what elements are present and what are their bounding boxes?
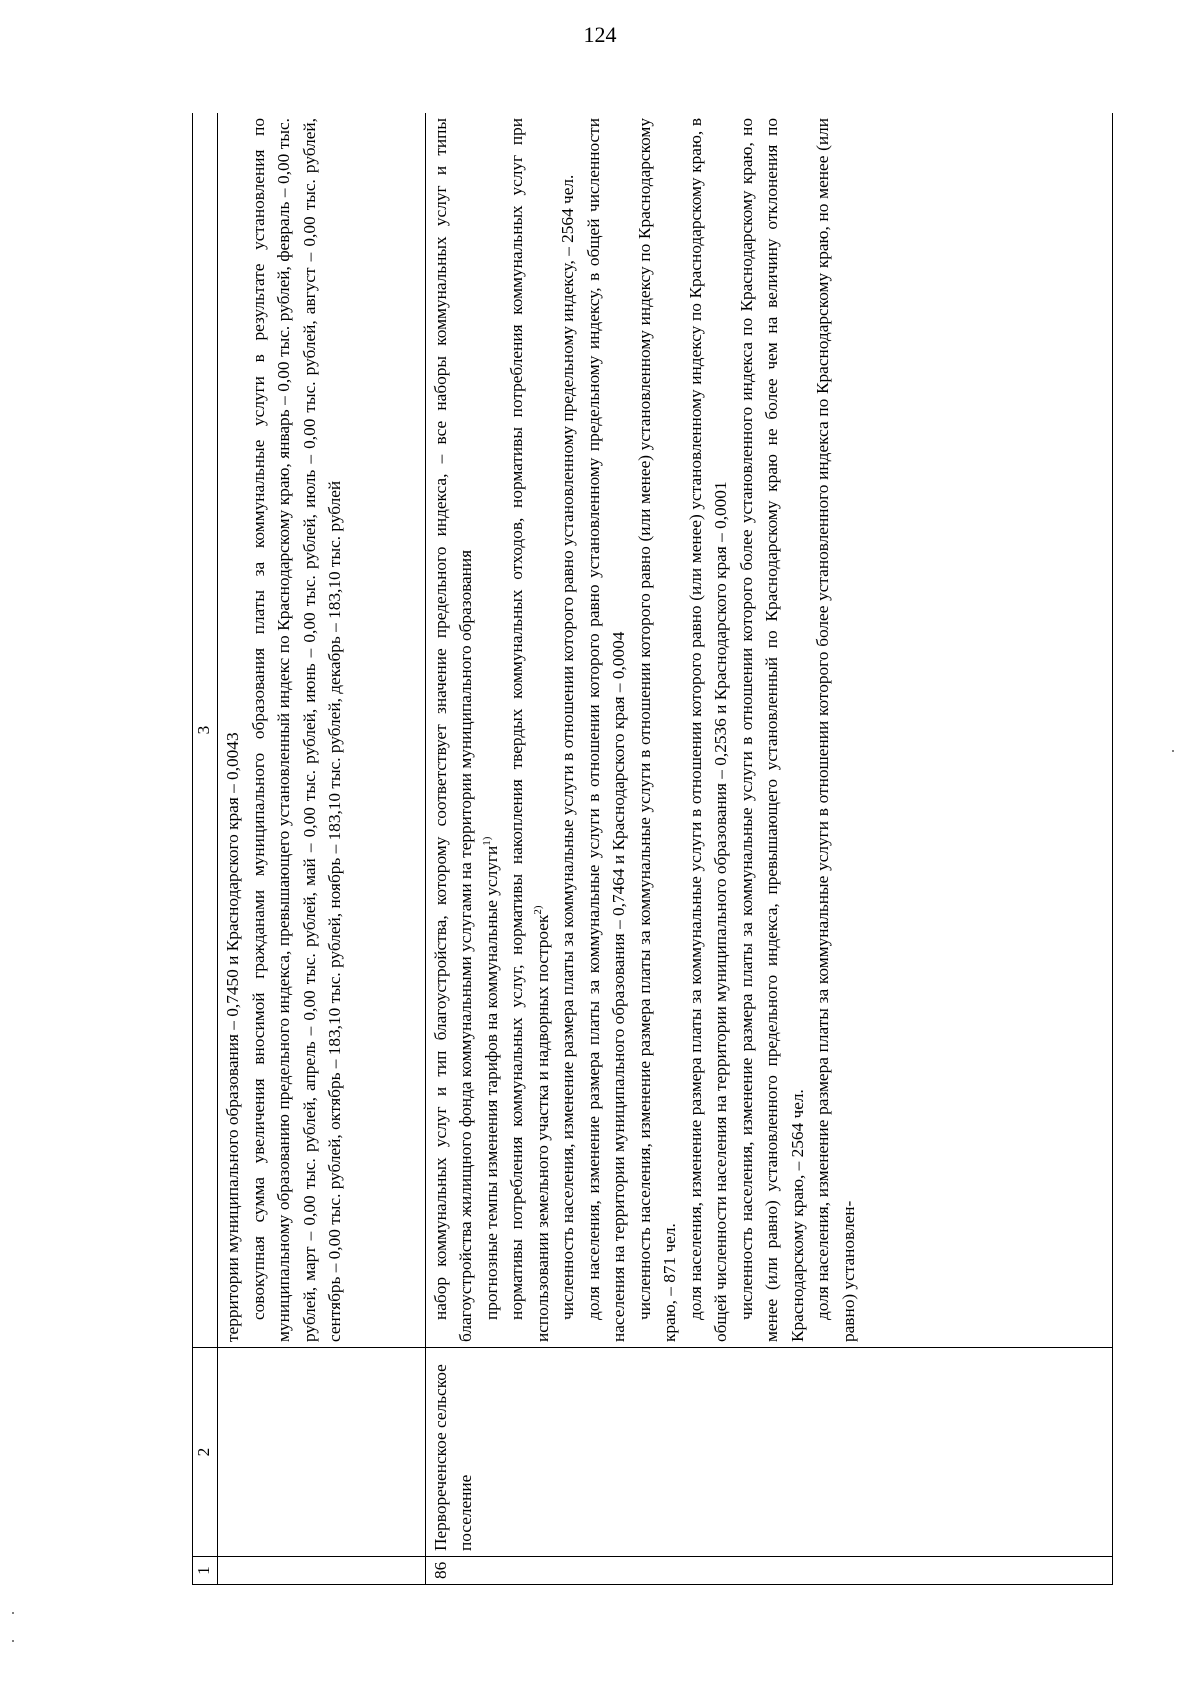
tariff-index-table [192, 113, 1113, 1585]
paragraph [479, 118, 505, 1342]
row-number-cell: 86 [425, 1557, 1112, 1585]
rotated-table-container [192, 113, 1113, 1585]
settlement-name-cell: Первореченское сельское поселение [425, 1348, 1112, 1557]
scan-speck [12, 1640, 14, 1642]
paragraph: доля населения, изменение размера платы за коммунальные услуги в отношении которого равно (или менее) установленному индексу по Краснодарскому краю, в общей численности населения на территории муниципального образования – 0,2536 и Краснодарского края – 0,0001 [685, 118, 731, 1342]
table-row [218, 113, 426, 1585]
paragraph [504, 118, 555, 1342]
paragraph: совокупная сумма увеличения вносимой гражданами муниципального образования платы за коммунальные услуги в результате установления по муниципальному образованию предельного индекса, превышающего установленный индекс по Краснодарскому краю, январь – 0,00 тыс. рублей, февраль – 0,00 тыс. рублей, март – 0,00 тыс. рублей, апрель – 0,00 тыс. рублей, май – 0,00 тыс. рублей, июнь – 0,00 тыс. рублей, июль – 0,00 тыс. рублей, август – 0,00 тыс. рублей, сентябрь – 0,00 тыс. рублей, октябрь – 183,10 тыс. рублей, ноябрь – 183,10 тыс. рублей, декабрь – 183,10 тыс. рублей [248, 118, 344, 1342]
table-header-row [193, 113, 218, 1585]
paragraph: доля населения, изменение размера платы за коммунальные услуги в отношении которого равно установленному предельному индексу, в общей численности населения на территории муниципального образования – 0,7464 и Краснодарского края – 0,0004 [583, 118, 629, 1342]
footnote-ref: 2) [531, 905, 544, 915]
header-col-2: 2 [193, 1348, 218, 1557]
footnote-ref: 1) [480, 836, 493, 846]
scan-speck [1172, 750, 1174, 752]
row-number-cell [218, 1557, 426, 1585]
paragraph-text: прогнозные темпы изменения тарифов на коммунальные услуги [481, 845, 501, 1320]
description-cell [218, 113, 426, 1348]
settlement-name-cell [218, 1348, 426, 1557]
paragraph: территории муниципального образования – 0,7450 и Краснодарского края – 0,0043 [223, 732, 242, 1342]
header-col-1: 1 [193, 1557, 218, 1585]
description-cell [425, 113, 1112, 1348]
table-row [425, 113, 1112, 1585]
header-col-3: 3 [193, 113, 218, 1348]
paragraph: численность населения, изменение размера платы за коммунальные услуги в отношении которого равно (или менее) установленному индексу по Краснодарскому краю, – 871 чел. [634, 118, 680, 1342]
paragraph: численность населения, изменение размера платы за коммунальные услуги в отношении которого равно установленному предельному индексу, – 2564 чел. [558, 174, 578, 1320]
paragraph: численность населения, изменение размера платы за коммунальные услуги в отношении которого более установленного индекса по Краснодарскому краю, но менее (или равно) установленного предельного индекса, превышающего установленный по Краснодарскому краю не более чем на величину отклонения по Краснодарскому краю, – 2564 чел. [736, 118, 807, 1342]
scan-speck [12, 1612, 14, 1614]
page-number: 124 [583, 22, 617, 47]
paragraph: доля населения, изменение размера платы за коммунальные услуги в отношении которого более установленного индекса по Краснодарскому краю, но менее (или равно) установлен- [813, 118, 858, 1342]
paragraph: набор коммунальных услуг и тип благоустройства, которому соответствует значение предельного индекса, – все наборы коммунальных услуг и типы благоустройства жилищного фонда коммунальными услугами на территории муниципального образования [430, 118, 476, 1342]
paragraph-text: нормативы потребления коммунальных услуг, нормативы накопления твердых коммунальных отходов, нормативы потребления коммунальных услуг при использовании земельного участка и надворных построек [507, 118, 552, 1342]
